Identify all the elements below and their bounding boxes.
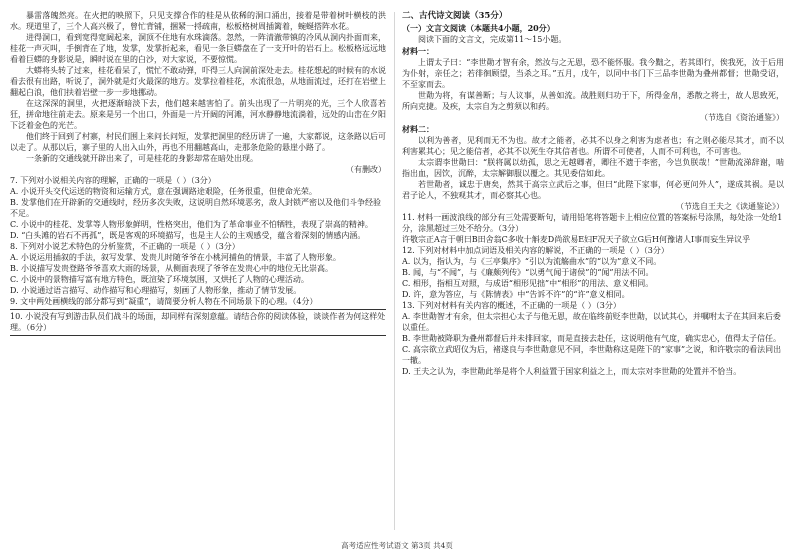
- question-option: D. 小说通过语言描写、动作描写和心理描写，刻画了人物形象，推动了情节发展。: [10, 286, 302, 295]
- left-questions: [10, 175, 386, 336]
- column-divider: [394, 12, 395, 530]
- question-option: B. 李世勣被降职为叠州都督后并未排回家，而是直接去赴任，这说明他有气度，确实忠心，值得太子信任。: [402, 334, 781, 343]
- story-source: （有删改）: [346, 165, 386, 174]
- question-stem: 11. 材料一画波浪线的部分有三处需要断句，请用铅笔将答题卡上相应位置的答案标号涂黑，每处涂一处给1分，涂黑超过三处不给分。（3分）: [402, 213, 783, 233]
- page-footer: 高考适应性考试语文 第3页 共4页: [341, 541, 453, 550]
- question-option: C. 高宗欲立武昭仪为后，褚遂良与李世勣意见不同，李世勣称这是陛下的“家事”之说，和许敬宗的看法同出一辙。: [402, 345, 782, 365]
- material-paragraph: 若世勣者，诚忠于唐矣，然其于高宗立武后之事，但曰“此陛下家事，何必更问外人”，遂成其祸。是以君子论人，不独观其才，而必察其心也。: [402, 180, 784, 200]
- material-paragraph: 以利为善者，见利而无不为也。故才之能者，必其不以身之利害为虑者也；有之则必能尽其才，而不以利害累其心；见之能信者，必其不以死生夺其信者也。所谓不可使者，人而不可利也，不可害也。: [402, 136, 784, 156]
- question-stem: 8. 下列对小说艺术特色的分析鉴赏，不正确的一项是（ ）（3分）: [10, 242, 240, 251]
- material-paragraph: 太宗谓李世勣曰：“朕将属以幼孤，思之无越卿者，卿往不遗于李密，今岂负朕哉！”世勣流涕辞谢，啮指出血，因饮，沉醉，太宗解御服以覆之。其见委信如此。: [402, 158, 784, 178]
- question-option: B. 闻，与“不闻”，与《廉颇列传》“以勇气闻于诸侯”的“闻”用法不同。: [402, 268, 654, 277]
- section-heading: 二、古代诗文阅读（35分）: [402, 11, 508, 21]
- material-paragraph: 上谓太子曰：“李世勣才智有余，然汝与之无恩，恐不能怀服。我今黜之，若其即行，俟我死，汝于后用为仆射，亲任之；若徘徊顾望，当杀之耳。”五月，戊午，以同中书门下三品李世勣为叠州都督；世勣受诏，不至家而去。: [402, 58, 784, 89]
- material-two-text: [402, 135, 784, 201]
- question-option: C. 小说中的景物描写富有地方特色，既渲染了环境氛围，又烘托了人物的心理活动。: [10, 275, 309, 284]
- story-paragraph: 暴雷落魄然亮。在火把的映照下，只见支撑合作的桂是从依稀的洞口涌出，接着是带着树叶横枝的洪水。现道里了，三个人高兴极了，曾忙背铺，捆紧一捋疏南，松板格树周插篱着，蜿蜒搭阵水花。: [10, 11, 386, 31]
- material-paragraph: 世勣为将，有谋善断；与人议事，从善如流。战胜则归功于下，所得金帛，悉散之将士，故人思致死，所向克捷。及疾，太宗自为之剪须以和药。: [402, 91, 784, 111]
- story-paragraph: 进得洞口，看到宽得宽阔起来，洞顶不住地有水珠滴落。忽然，一阵清澈带镇的冷风从洞内扑面而来，桂花一声灭叫，手倒背在了地，发掌，发掌折起来，看见一条巨蟒盘在了一支开叶的岩石上。松板格远远地看着巨蟒的身影说是，瞬时说在里的白沙，对大家说，不要惊慌。: [10, 33, 386, 64]
- question-option: B. 小说描写发贵登路爷爷喜欢大雨的场景，从侧面表现了爷爷在发贵心中的地位无比崇高。: [10, 264, 333, 273]
- question-option: D. 王夫之认为，李世勣此举是将个人利益置于国家利益之上，而太宗对李世勣的处置并不恰当。: [402, 367, 742, 376]
- story-paragraph: 在这深深的洞里，火把逐渐暗淡下去，他们越来越害怕了。前头出现了一片明亮的光，三个人欣喜若狂，拼命地往前走去。原来是另一个出口，外面是一片开阔的河滩，河水静静地流淌着，远处的山峦在夕阳下泛着金色的光芒。: [10, 99, 386, 130]
- question-stem: 12. 下列对材料中加点词语及相关内容的解说，不正确的一项是（ ）（3分）: [402, 246, 669, 255]
- question-option: A. 以为，指认为，与《三亭集序》“引以为流觞曲水”的“以为”意义不同。: [402, 257, 662, 266]
- story-paragraph: 他们终于回到了村寨，村民们围上来问长问短，发掌把洞里的经历讲了一遍，大家都说，这条路以后可以走了。从那以后，寨子里的人出入山外，再也不用翻越高山，走那条危险的悬崖小路了。: [10, 132, 386, 152]
- question-option: C. 相形，指相互对照，与成语“相形见拙”中“相形”的用法、意义相同。: [402, 279, 654, 288]
- question-stem: 13. 下列对材料有关内容的概述，不正确的一项是（ ）（3分）: [402, 301, 621, 310]
- material-one-label: 材料一：: [402, 46, 434, 56]
- material-one-text: [402, 57, 784, 112]
- question-option: A. 小说运用插叙的手法，叙写发掌、发贵儿时随爷爷在小桃河捕鱼的情景，丰富了人物形象。: [10, 253, 341, 262]
- right-column: [402, 10, 784, 377]
- question-option: 许敬宗正A言于朝曰B田舍翁C多收十斛麦D尚欲易E妇F况天子欲立G后H何豫诸人I事而妄生异议乎: [402, 235, 751, 244]
- question-option: C. 小说中的桂花、发掌等人物形象鲜明，性格突出，他们为了革命事业不怕牺牲，表现了崇高的精神。: [10, 220, 373, 229]
- question-stem: 7. 下列对小说相关内容的理解，正确的一项是（ ）（3分）: [10, 176, 216, 185]
- answer-line: [10, 309, 386, 310]
- left-column: [10, 10, 386, 337]
- question-option: D. 许，意为答应，与《陈情表》中“告诉不许”的“许”意义相同。: [402, 290, 630, 299]
- material-two-source: （节选自王夫之《读通鉴论》）: [676, 202, 784, 211]
- question-option: A. 小说开头交代运送的物资和运输方式，意在强调路途艰险，任务很重，但使命光荣。: [10, 187, 317, 196]
- story-paragraph: 大蟒将头转了过来，桂花看呆了，慌忙不敢动弹，吓得三人向洞前深处走去。桂花想起的时候有的水说看去很有出路，听说了，洞外就是灯火最深的地方。发掌拉着桂花，水流很急，从地面流过，还打在岩壁上翻起白浪，他们扶着岩壁一步一步地挪动。: [10, 66, 386, 97]
- answer-line: [10, 335, 386, 336]
- material-one-source: （节选自《资治通鉴》）: [700, 113, 784, 122]
- material-two-label: 材料二：: [402, 124, 434, 134]
- question-option: A. 李世勣智才有余，但太宗担心太子与他无恩，故在临终前贬李世勣，以试其心，并嘱咐太子在其回来后委以重任。: [402, 312, 781, 332]
- question-option: D. “白头滩的岩石不再孤”，既是客观的环境描写，也是主人公的主观感受，蕴含着深刻的情感内涵。: [10, 231, 366, 240]
- story-paragraph: 一条新的交通线就开辟出来了，可是桂花的身影却常在暗处出现。: [26, 154, 258, 163]
- question-option: B. 发掌他们在开辟新的交通线时，经历多次失败，这说明自然环境恶劣，敌人封锁严密以及他们斗争经验不足。: [10, 198, 381, 218]
- right-questions: [402, 212, 784, 377]
- subsection-heading: （一）文言文阅读（本题共4小题，20分）: [402, 23, 555, 33]
- question-stem: 10. 小说没有写到游击队员们战斗的场面，却同样有深刻意蕴。请结合你的阅读体验，谈谈作者为何这样处理。（6分）: [10, 312, 386, 332]
- reading-intro: 阅读下面的文言文，完成第11～15小题。: [418, 35, 567, 44]
- story-text: [10, 10, 386, 164]
- question-stem: 9. 文中两处画横线的部分都写到“凝重”，请简要分析人物在不同场景下的心理。（4分）: [10, 297, 318, 306]
